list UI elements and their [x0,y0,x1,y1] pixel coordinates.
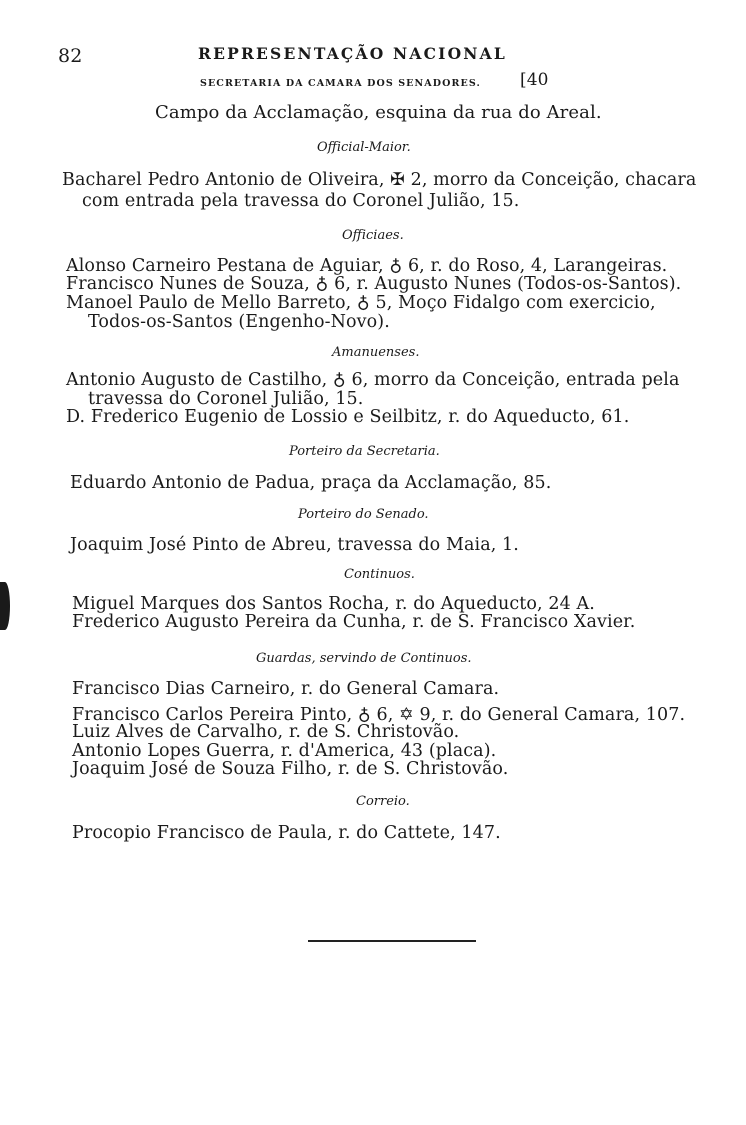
entry-line: Procopio Francisco de Paula, r. do Cattete, 147. [72,823,501,843]
entry-line: Francisco Nunes de Souza, ♁ 6, r. Augusto Nunes (Todos-os-Santos). [66,274,682,294]
margin-ink-blot [0,582,10,630]
end-rule [308,940,476,942]
entry-line: travessa do Coronel Julião, 15. [88,389,364,409]
entry-line: D. Frederico Eugenio de Lossio e Seilbitz, r. do Aqueducto, 61. [66,407,630,427]
entry-line: Francisco Carlos Pereira Pinto, ♁ 6, ✡ 9, r. do General Camara, 107. [72,705,686,725]
section-title-correio: Correio. [356,794,410,809]
section-title-officiaes: Officiaes. [342,228,404,243]
entry-line: Frederico Augusto Pereira da Cunha, r. de S. Francisco Xavier. [72,612,636,632]
entry-line: Eduardo Antonio de Padua, praça da Acclamação, 85. [70,473,552,493]
sub-header: SECRETARIA DA CAMARA DOS SENADORES. [200,78,481,89]
section-title-porteiro-senado: Porteiro do Senado. [298,507,429,522]
section-title-guardas: Guardas, servindo de Continuos. [256,651,472,666]
entry-line: Antonio Lopes Guerra, r. d'America, 43 (placa). [72,741,497,761]
section-title-continuos: Continuos. [344,567,415,582]
entry-line: Manoel Paulo de Mello Barreto, ♁ 5, Moço Fidalgo com exercicio, [66,293,656,313]
entry-line: Francisco Dias Carneiro, r. do General Camara. [72,679,500,699]
address-line: Campo da Acclamação, esquina da rua do Areal. [155,102,602,123]
section-title-amanuenses: Amanuenses. [332,345,420,360]
entry-line: Joaquim José de Souza Filho, r. de S. Christovão. [72,759,509,779]
page-header: REPRESENTAÇÃO NACIONAL [198,44,507,63]
section-title-official-maior: Official-Maior. [317,140,411,155]
sub-header-number: [40 [520,70,549,90]
page-number: 82 [58,45,83,67]
entry-line: com entrada pela travessa do Coronel Julião, 15. [82,191,520,211]
entry-line: Luiz Alves de Carvalho, r. de S. Christovão. [72,722,460,742]
entry-line: Alonso Carneiro Pestana de Aguiar, ♁ 6, r. do Roso, 4, Larangeiras. [66,256,668,276]
section-title-porteiro-secretaria: Porteiro da Secretaria. [289,444,440,459]
entry-line: Antonio Augusto de Castilho, ♁ 6, morro da Conceição, entrada pela [66,370,680,390]
entry-line: Todos-os-Santos (Engenho-Novo). [88,312,390,332]
entry-line: Bacharel Pedro Antonio de Oliveira, ✠ 2, morro da Conceição, chacara [62,170,697,190]
entry-line: Miguel Marques dos Santos Rocha, r. do Aqueducto, 24 A. [72,594,595,614]
entry-line: Joaquim José Pinto de Abreu, travessa do Maia, 1. [70,535,519,555]
